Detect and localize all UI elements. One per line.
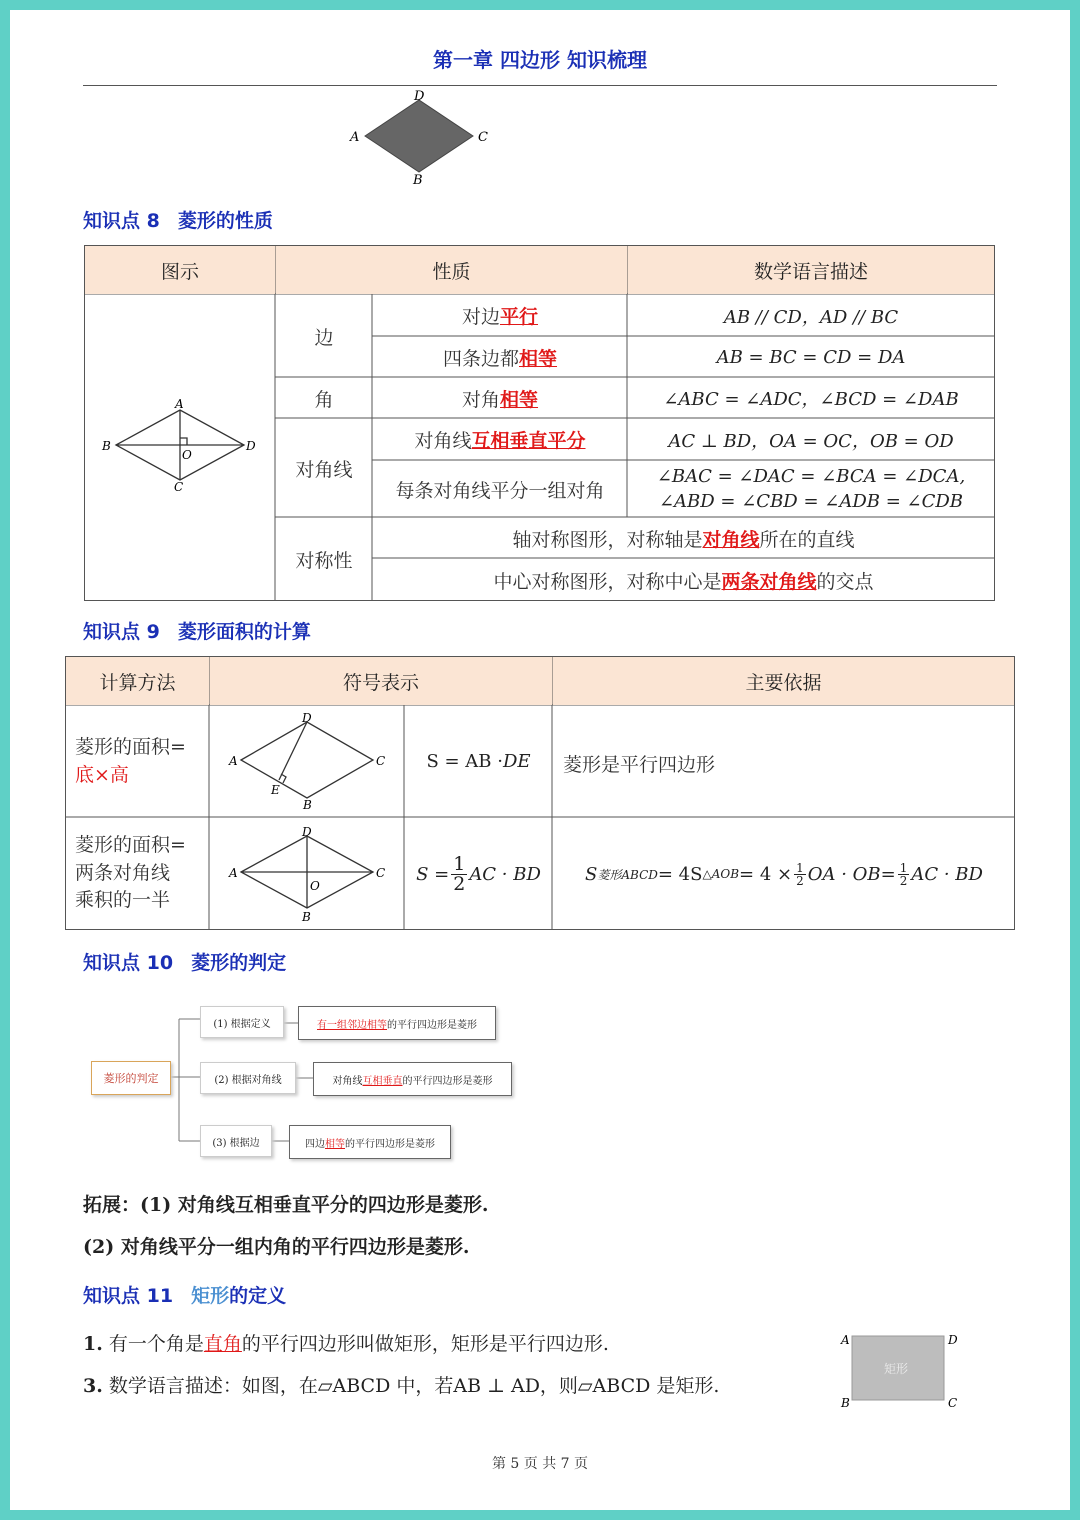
kp10-root-node: 菱形的判定 (91, 1061, 171, 1095)
kp9-header-basis: 主要依据 (553, 657, 1014, 705)
group-side: 边 (314, 326, 334, 349)
svg-text:A: A (229, 754, 238, 768)
prop-row-7: 中心对称图形，对称中心是 两条对角线 的交点 (493, 570, 874, 593)
kp9-header-symbol: 符号表示 (210, 657, 552, 705)
kp8-number: 知识点 8 (83, 210, 160, 232)
fig-label-a: A (175, 397, 184, 411)
kp9-title: 菱形面积的计算 (177, 621, 311, 643)
fig-label-c: C (174, 480, 184, 494)
kp11-title-a: 矩形 (191, 1285, 230, 1307)
prop-row-1: 对边 平行 (461, 306, 539, 328)
kp10-branch-2-label: (2) 根据对角线 (200, 1062, 296, 1094)
kp9-header-method: 计算方法 (66, 657, 209, 705)
kp8-table (84, 245, 995, 601)
svg-text:O: O (310, 879, 320, 893)
label-c: C (478, 130, 488, 145)
kp9-figure-2 (225, 822, 395, 922)
svg-text:D: D (302, 711, 312, 725)
kp9-method-2: 菱形的面积= 两条对角线 乘积的一半 (75, 834, 186, 912)
svg-text:B: B (841, 1396, 850, 1410)
rhombus-shape (365, 100, 473, 172)
kp9-table (65, 656, 1015, 930)
kp10-extension-2: (2) 对角线平分一组内角的平行四边形是菱形. (83, 1236, 470, 1258)
kp9-heading (83, 617, 311, 644)
prop-row-5: 每条对角线平分一组对角 (395, 479, 605, 502)
kp9-method-1: 菱形的面积= 底×高 (75, 736, 186, 786)
kp11-heading (83, 1281, 286, 1308)
top-rhombus-figure (340, 86, 500, 186)
kp8-heading (83, 206, 273, 233)
svg-text:B: B (303, 798, 312, 810)
prop-row-3: 对角 相等 (461, 388, 539, 411)
kp10-branch-2-rule: 对角线 互相垂直 的平行四边形是菱形 (313, 1062, 512, 1096)
math-row-3: ∠ABC = ∠ADC，∠BCD = ∠DAB (663, 389, 959, 410)
kp8-header-math: 数学语言描述 (628, 246, 994, 294)
group-diagonal: 对角线 (295, 458, 353, 481)
svg-text:C: C (948, 1396, 958, 1410)
kp10-heading (83, 948, 286, 975)
rectangle-label: 矩形 (884, 1362, 909, 1376)
kp9-basis-1: 菱形是平行四边形 (563, 754, 716, 776)
kp10-number: 知识点 10 (83, 952, 174, 974)
svg-text:A: A (229, 866, 238, 880)
label-b: B (413, 173, 423, 186)
kp10-branch-1-label: (1) 根据定义 (200, 1006, 284, 1038)
page-title: 第一章 四边形 知识梳理 (433, 48, 647, 72)
kp9-number: 知识点 9 (83, 621, 160, 643)
group-angle: 角 (314, 388, 334, 411)
math-row-2: AB = BC = CD = DA (716, 346, 906, 368)
fig-label-d: D (246, 439, 256, 453)
svg-text:C: C (376, 754, 386, 768)
label-d: D (414, 89, 425, 104)
kp8-title: 菱形的性质 (177, 210, 273, 232)
svg-text:D: D (302, 825, 312, 839)
kp9-formula-2: S = $\frac{1}{2}$ AC · BD (416, 852, 541, 895)
kp9-basis-2: S 菱形ABCD = 4S △AOB = 4 × $\frac{1}{2}$ OA · OB = $\frac{1}{2}$ AC · BD (585, 860, 983, 888)
kp10-branch-3-rule: 四边 相等 的平行四边形是菱形 (289, 1125, 451, 1159)
svg-text:C: C (376, 866, 386, 880)
svg-text:A: A (841, 1333, 850, 1347)
math-row-4: AC ⊥ BD，OA = OC，OB = OD (668, 430, 954, 452)
math-row-1: AB // CD，AD // BC (723, 306, 899, 328)
kp11-item-1: 1. 有一个角是直角的平行四边形叫做矩形，矩形是平行四边形. (83, 1333, 609, 1355)
kp8-header-property: 性质 (276, 246, 627, 294)
header-divider (83, 85, 997, 86)
kp10-branch-1-rule: 有一组邻边相等 的平行四边形是菱形 (298, 1006, 496, 1040)
prop-row-2: 四条边都 相等 (442, 347, 558, 370)
kp9-formula-1: S = AB · DE (426, 751, 531, 772)
svg-text:D: D (948, 1333, 958, 1347)
kp10-title: 菱形的判定 (191, 952, 287, 974)
fig-label-o: O (182, 448, 192, 462)
svg-text:E: E (271, 783, 280, 797)
kp8-rhombus-figure (96, 395, 266, 495)
page-footer: 第 5 页 共 7 页 (491, 1456, 589, 1472)
math-row-5: ∠BAC = ∠DAC = ∠BCA = ∠DCA, ∠ABD = ∠CBD = ∠ADB = ∠CDB (656, 465, 966, 512)
label-a: A (350, 130, 360, 145)
kp10-branch-3-label: (3) 根据边 (200, 1125, 272, 1157)
fig-label-b: B (102, 439, 111, 453)
kp11-rectangle-figure (838, 1328, 968, 1413)
kp11-title-b: 的定义 (229, 1285, 287, 1307)
kp11-number: 知识点 11 (83, 1285, 174, 1307)
kp10-extension-1: 拓展：(1) 对角线互相垂直平分的四边形是菱形. (83, 1194, 489, 1216)
kp11-item-3: 3. 数学语言描述：如图，在▱ABCD 中，若AB ⊥ AD，则▱ABCD 是矩形. (83, 1375, 720, 1397)
svg-text:B: B (302, 910, 311, 922)
prop-row-6: 轴对称图形，对称轴是 对角线 所在的直线 (512, 528, 855, 551)
prop-row-4: 对角线 互相垂直平分 (414, 430, 586, 452)
group-symmetry: 对称性 (295, 550, 353, 572)
kp8-header-figure: 图示 (85, 246, 275, 294)
kp9-figure-1 (225, 710, 395, 810)
